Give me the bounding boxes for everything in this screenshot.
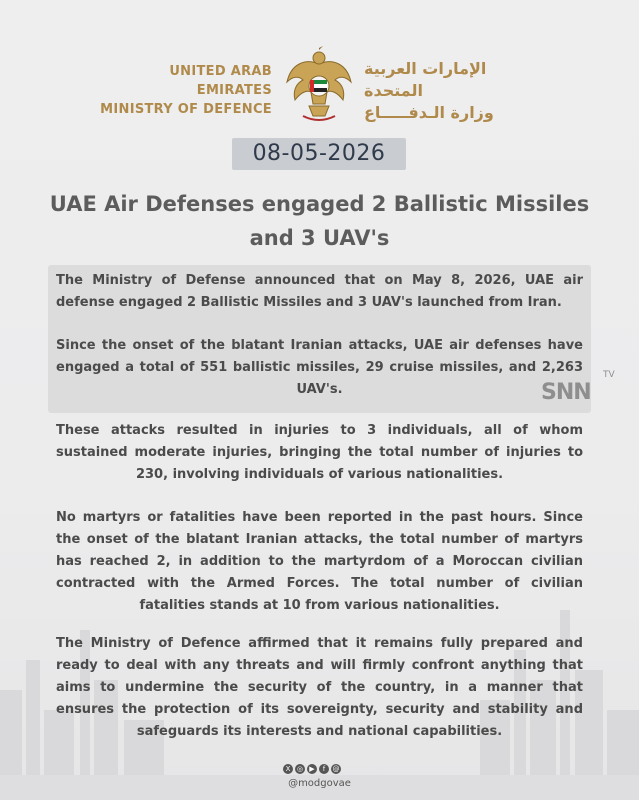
snn-watermark-logo xyxy=(541,370,615,405)
date-badge: 08-05-2026 xyxy=(232,138,406,170)
paragraph-injuries: These attacks resulted in injuries to 3 individuals, all of whom sustained moderate injuries, bringing the total number of injuries to 230, involving individuals of various nationalities. xyxy=(56,423,583,482)
snn-tv-text: TV xyxy=(603,370,615,380)
english-line-country: UNITED ARAB EMIRATES xyxy=(169,64,272,98)
threads-icon[interactable]: @ xyxy=(332,765,340,773)
x-icon[interactable]: X xyxy=(283,764,293,774)
instagram-icon[interactable]: ◎ xyxy=(296,765,304,773)
headline: UAE Air Defenses engaged 2 Ballistic Missiles and 3 UAV's xyxy=(49,192,590,250)
youtube-icon[interactable]: ▶ xyxy=(307,764,317,774)
paragraph-announcement: The Ministry of Defense announced that on May 8, 2026, UAE air defense engaged 2 Ballistic Missiles and 3 UAV's launched from Iran. xyxy=(56,273,583,310)
snn-brand-text: SNN xyxy=(541,380,591,405)
paragraph-totals: Since the onset of the blatant Iranian attacks, UAE air defenses have engaged a total of 551 ballistic missiles, 29 cruise missiles, and 2,263 UAV's. xyxy=(56,338,583,397)
arabic-ministry-name xyxy=(364,58,544,124)
social-handle[interactable]: @modgovae xyxy=(288,778,351,789)
arabic-line-country: الإمارات العربية المتحدة xyxy=(364,59,487,100)
ministry-header xyxy=(0,40,639,130)
uae-falcon-emblem-icon xyxy=(283,42,355,124)
paragraph-statement: The Ministry of Defence affirmed that it remains fully prepared and ready to deal with any threats and will firmly confront anything that aims to undermine the security of the country, in a manner that ensures the protection of its sovereignty, security and stability and safeguards its interests and national capabilities. xyxy=(56,636,583,739)
english-line-ministry: MINISTRY OF DEFENCE xyxy=(100,102,272,117)
facebook-icon[interactable]: f xyxy=(319,764,329,774)
arabic-line-ministry: وزارة الـدفـــــاع xyxy=(364,103,494,122)
social-icons-row xyxy=(283,764,341,774)
paragraph-fatalities: No martyrs or fatalities have been reported in the past hours. Since the onset of the blatant Iranian attacks, the total number of martyrs has reached 2, in addition to the martyrdom of a Moroccan civilian contracted with the Armed Forces. The total number of civilian fatalities stands at 10 from various nationalities. xyxy=(56,510,583,613)
english-ministry-name xyxy=(92,62,272,119)
